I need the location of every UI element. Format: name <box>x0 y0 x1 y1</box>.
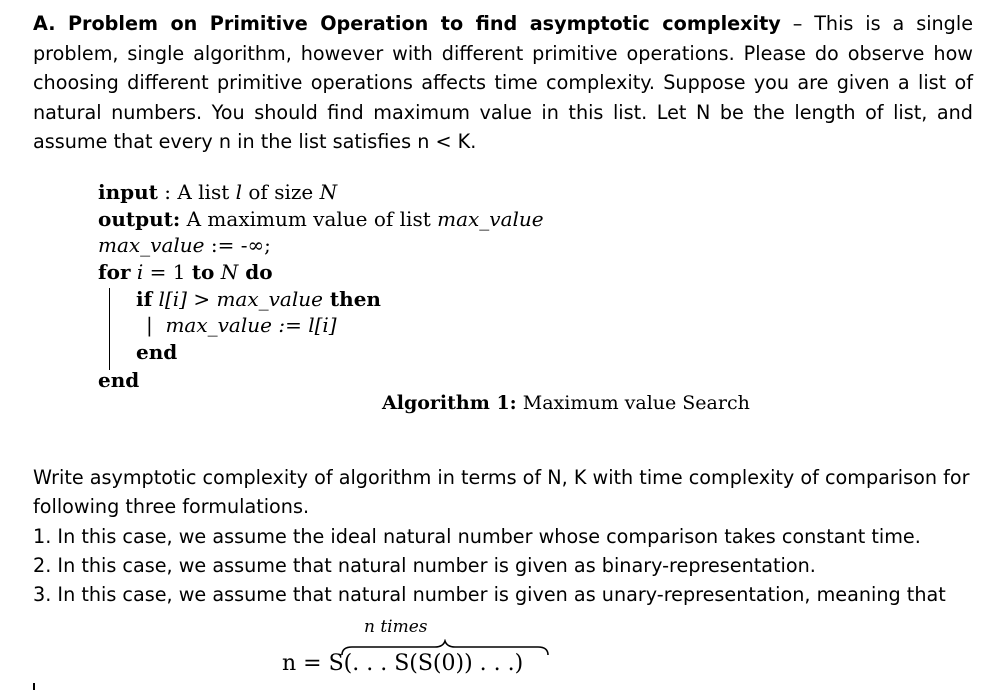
algo-assign-line: | max_value := l[i] <box>146 313 337 337</box>
algo-if-line: if l[i] > max_value then <box>136 287 381 311</box>
text-cursor <box>33 683 35 690</box>
question-item: 1. In this case, we assume the ideal natural number whose comparison takes constant time. <box>33 524 921 548</box>
formula-label: n times <box>364 617 428 637</box>
algo-end-outer: end <box>98 368 140 392</box>
algo-for-line: for i = 1 to N do <box>98 260 273 284</box>
question-item: 3. In this case, we assume that natural number is given as unary-representation, meaning that <box>33 583 946 607</box>
for-block-bar <box>109 288 110 370</box>
algo-input-line: input : A list l of size N <box>98 180 338 204</box>
formula-expression: n = S(. . . S(S(0)) . . .) <box>282 651 524 676</box>
algo-output-line: output: A maximum value of list max_value <box>98 207 544 231</box>
question-intro: Write asymptotic complexity of algorithm in terms of N, K with time complexity of comparison for following three formulations. <box>33 466 970 519</box>
question-block <box>33 463 973 609</box>
algo-end-inner: end <box>136 340 178 364</box>
algorithm-caption: Algorithm 1: Maximum value Search <box>382 392 750 414</box>
problem-heading: A. Problem on Primitive Operation to find asymptotic complexity <box>33 12 781 35</box>
unary-formula <box>282 617 582 689</box>
question-item: 2. In this case, we assume that natural number is given as binary-representation. <box>33 553 816 577</box>
problem-body: – This is a single problem, single algorithm, however with different primitive operations. Please do observe how choosing different primitive operations affects time complexity. Suppose you are given a list of natural numbers. You should find maximum value in this list. Let N be the length of list, and assume that every n in the list satisfies n < K. <box>33 12 973 153</box>
algo-init-line: max_value := -∞; <box>98 233 271 257</box>
problem-statement <box>33 9 973 157</box>
